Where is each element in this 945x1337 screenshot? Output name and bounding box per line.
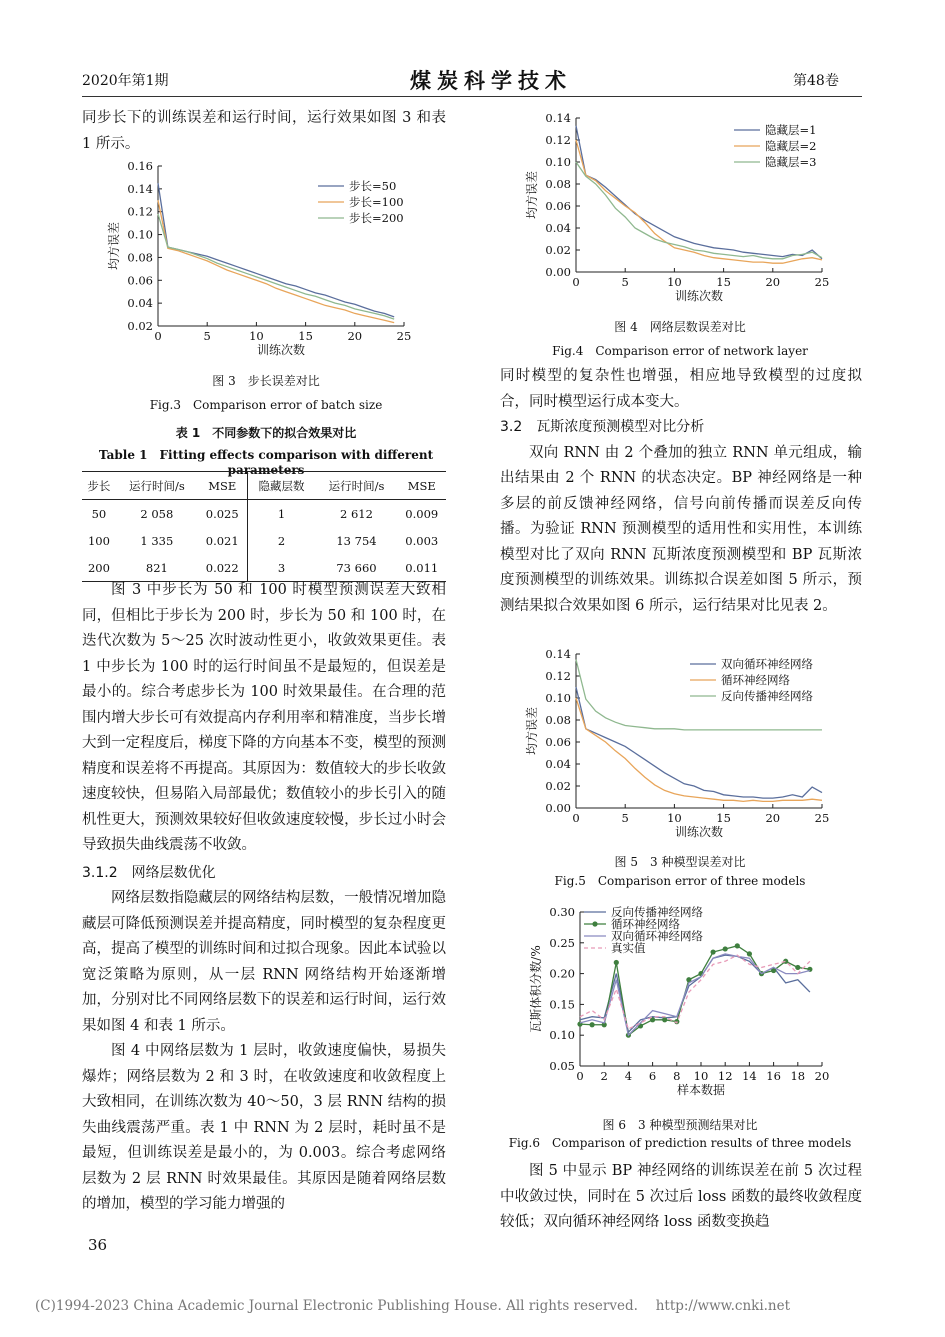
data-point <box>795 965 800 970</box>
table-cell: 0.025 <box>205 506 239 521</box>
y-tick-label: 0.10 <box>127 227 153 242</box>
right-text-1 <box>500 364 862 619</box>
y-tick-label: 0.05 <box>549 1059 575 1073</box>
x-tick-label: 18 <box>790 1069 806 1083</box>
x-tick-label: 16 <box>766 1069 781 1083</box>
x-tick-label: 15 <box>716 275 731 289</box>
legend-label: 步长=100 <box>349 195 404 209</box>
x-tick-label: 0 <box>576 1069 584 1083</box>
volume-label: 第48卷 <box>793 73 839 89</box>
header-cell: MSE <box>208 478 237 493</box>
copyright-footer: (C)1994-2023 China Academic Journal Electronic Publishing House. All rights reserved. http://www.cnki.net <box>35 1298 791 1314</box>
y-tick-label: 0.04 <box>127 296 153 311</box>
fig6-chart <box>500 900 860 1100</box>
table-cell: 2 612 <box>340 506 373 521</box>
y-tick-label: 0.20 <box>549 966 575 981</box>
paragraph: 图 5 中显示 BP 神经网络的训练误差在前 5 次过程中收敛过快，同时在 5 次过后 loss 函数的最终收敛程度较低；双向循环神经网络 loss 函数变换趋 <box>500 1163 862 1230</box>
fig6-caption-cn: 图 6 3 种模型预测结果对比 <box>602 1118 758 1132</box>
y-tick-label: 0.08 <box>545 713 571 727</box>
y-tick-label: 0.10 <box>549 1028 575 1043</box>
table-cell: 0.022 <box>205 560 239 575</box>
y-tick-label: 0.14 <box>545 111 571 125</box>
x-tick-label: 10 <box>249 329 264 343</box>
y-tick-label: 0.12 <box>545 133 571 147</box>
fig4-chart <box>500 108 860 308</box>
legend-marker <box>592 921 597 926</box>
fig5-caption-cn: 图 5 3 种模型误差对比 <box>614 855 746 869</box>
y-tick-label: 0.10 <box>545 155 571 169</box>
y-tick-label: 0.06 <box>127 273 153 288</box>
journal-title: 煤炭科学技术 <box>410 68 572 93</box>
fig4-caption-en: Fig.4 Comparison error of network layer <box>552 344 808 358</box>
y-tick-label: 0.15 <box>549 997 575 1012</box>
table-row <box>82 527 446 554</box>
fig3-caption-cn: 图 3 步长误差对比 <box>212 374 320 388</box>
table-cell: 3 <box>247 554 315 582</box>
header-rule <box>82 96 862 97</box>
fig3-caption-en: Fig.3 Comparison error of batch size <box>149 398 383 412</box>
table-header-row <box>82 472 446 500</box>
table-cell: 2 058 <box>140 506 174 521</box>
header-cell: 运行时间/s <box>328 478 385 493</box>
paragraph: 同步长下的训练误差和运行时间，运行效果如图 3 和表 1 所示。 <box>82 110 446 152</box>
data-point <box>723 946 728 951</box>
left-body <box>82 578 446 1218</box>
series-line <box>580 955 810 1029</box>
y-tick-label: 0.02 <box>545 243 571 257</box>
x-tick-label: 10 <box>693 1069 709 1083</box>
x-tick-label: 2 <box>600 1069 608 1083</box>
table-cell: 200 <box>87 560 110 575</box>
paragraph: 图 4 中网络层数为 1 层时，收敛速度偏快，易损失爆炸；网络层数为 2 和 3 时，在收敛速度和收敛程度上大致相同，在训练次数为 40～50，3 层 RNN 结构的损失曲线震荡严重。表 1 中 RNN 为 2 层时，耗时虽不是最短，但训练误差是最小的，为 0.003。综合考虑网络层数为 2 层 RNN 时效果最佳。其原因是随着网络层数的增加，模型的学习能力增强的 <box>82 1043 446 1212</box>
x-tick-label: 20 <box>765 811 781 825</box>
data-point <box>590 1022 595 1027</box>
x-tick-label: 4 <box>624 1069 633 1083</box>
table-cell: 1 335 <box>140 533 174 548</box>
y-tick-label: 0.10 <box>545 691 571 705</box>
x-tick-label: 20 <box>347 329 363 343</box>
legend-label: 循环神经网络 <box>611 917 680 931</box>
table-cell: 100 <box>87 533 110 548</box>
x-tick-label: 0 <box>572 275 580 289</box>
legend-label: 循环神经网络 <box>721 673 790 687</box>
legend-label: 双向循环神经网络 <box>611 929 703 943</box>
y-tick-label: 0.00 <box>545 801 571 815</box>
paragraph: 图 3 中步长为 50 和 100 时模型预测误差大致相同，但相比于步长为 200 时，步长为 50 和 100 时，在迭代次数为 5～25 次时波动性更小，收敛效果更佳。表 1 中步长为 100 时的运行时间虽不是最短的，但误差是最小的。综合考虑步长为 100 时效果最佳。在合理的范围内增大步长可有效提高内存利用率和精准度，当步长增大到一定程度后，梯度下降的方向基本不变，模型的预测精度和误差将不再提高。其原因为：数值较大的步长收敛速度较快，但易陷入局部最优；数值较小的步长引入的随机性更大，预测效果较好但收敛速度较慢，步长过小时会导致损失曲线震荡不收敛。 <box>82 582 446 853</box>
x-tick-label: 20 <box>765 275 781 289</box>
x-tick-label: 25 <box>396 329 412 343</box>
table-cell: 1 <box>247 500 315 528</box>
y-tick-label: 0.00 <box>545 265 571 279</box>
right-text-2 <box>500 1159 862 1236</box>
legend-label: 隐藏层=1 <box>765 123 817 137</box>
y-tick-label: 0.02 <box>127 319 153 333</box>
table1 <box>82 471 446 582</box>
table-cell: 50 <box>91 506 107 521</box>
x-tick-label: 6 <box>648 1069 657 1083</box>
x-tick-label: 25 <box>814 811 830 825</box>
header-cell: 隐藏层数 <box>247 472 315 500</box>
series-line <box>158 214 394 319</box>
table-row <box>82 500 446 528</box>
legend-label: 步长=200 <box>349 211 404 225</box>
y-tick-label: 0.04 <box>545 757 571 771</box>
x-tick-label: 10 <box>667 275 682 289</box>
legend-label: 真实值 <box>611 941 646 955</box>
y-tick-label: 0.12 <box>127 204 153 219</box>
legend-label: 双向循环神经网络 <box>721 657 813 671</box>
legend-label: 隐藏层=3 <box>765 155 817 169</box>
y-tick-label: 0.02 <box>545 779 571 793</box>
y-axis-label: 均方误差 <box>107 221 121 271</box>
fig6-caption-en: Fig.6 Comparison of prediction results of three models <box>508 1136 852 1150</box>
x-tick-label: 14 <box>742 1069 757 1083</box>
legend-label: 隐藏层=2 <box>765 139 817 153</box>
x-tick-label: 5 <box>621 811 629 825</box>
series-line <box>576 687 822 798</box>
x-axis-label: 训练次数 <box>674 289 724 303</box>
y-tick-label: 0.25 <box>549 935 575 950</box>
table-cell: 821 <box>145 560 168 575</box>
page-number: 36 <box>88 1236 108 1254</box>
x-tick-label: 5 <box>621 275 629 289</box>
x-tick-label: 8 <box>673 1069 681 1083</box>
issue-label: 2020年第1期 <box>82 73 169 89</box>
table1-title-en: Table 1 Fitting effects comparison with different parameters <box>98 448 434 477</box>
y-tick-label: 0.06 <box>545 735 571 749</box>
section-heading-3-1-2: 3.1.2 网络层数优化 <box>82 864 216 881</box>
legend-label: 步长=50 <box>349 179 397 193</box>
x-axis-label: 训练次数 <box>256 343 306 357</box>
y-tick-label: 0.08 <box>127 250 153 265</box>
y-tick-label: 0.30 <box>549 905 575 919</box>
legend-label: 反向传播神经网络 <box>721 689 813 703</box>
y-axis-label: 均方误差 <box>525 706 539 756</box>
fig5-chart <box>500 642 860 842</box>
y-tick-label: 0.06 <box>545 199 571 213</box>
y-tick-label: 0.14 <box>127 181 153 196</box>
paragraph: 网络层数指隐藏层的网络结构层数，一般情况增加隐藏层可降低预测误差并提高精度，同时模型的复杂程度更高，提高了模型的训练时间和过拟合现象。因此本试验以宽泛策略为原则，从一层 RNN 网络结构开始逐渐增加，分别对比不同网络层数下的误差和运行时间，运行效果如图 4 和表 1 所示。 <box>82 890 446 1034</box>
y-tick-label: 0.04 <box>545 221 571 235</box>
x-tick-label: 20 <box>814 1069 830 1083</box>
legend-label: 反向传播神经网络 <box>611 905 703 919</box>
fig5-caption-en: Fig.5 Comparison error of three models <box>554 874 806 888</box>
x-tick-label: 15 <box>298 329 313 343</box>
data-point <box>747 951 752 956</box>
series-line <box>580 946 810 1035</box>
header-cell: 运行时间/s <box>128 478 185 493</box>
y-axis-label: 均方误差 <box>525 170 539 220</box>
table-cell: 0.009 <box>405 506 439 521</box>
data-point <box>735 943 740 948</box>
x-tick-label: 5 <box>203 329 211 343</box>
paragraph: 双向 RNN 由 2 个叠加的独立 RNN 单元组成，输出结果由 2 个 RNN 的状态决定。BP 神经网络是一种多层的前反馈神经网络，信号向前传播而误差反向传播。为验证 RNN 预测模型的适用性和实用性，本训练模型对比了双向 RNN 瓦斯浓度预测模型和 BP 瓦斯浓度预测模型的训练效果。训练拟合误差如图 5 所示，预测结果拟合效果如图 6 所示，运行结果对比见表 2。 <box>500 444 862 614</box>
x-tick-label: 15 <box>716 811 731 825</box>
x-tick-label: 0 <box>572 811 580 825</box>
table1-title-cn: 表 1 不同参数下的拟合效果对比 <box>175 426 357 440</box>
table-cell: 0.021 <box>205 533 239 548</box>
series-line <box>576 698 822 801</box>
data-point <box>662 1017 667 1022</box>
table-cell: 2 <box>247 527 315 554</box>
x-axis-label: 样本数据 <box>676 1083 726 1097</box>
table-cell: 73 660 <box>336 560 377 575</box>
table-cell: 13 754 <box>336 533 377 548</box>
y-tick-label: 0.16 <box>127 159 153 173</box>
section-heading-3-2: 3.2 瓦斯浓度预测模型对比分析 <box>500 419 705 435</box>
y-axis-label: 瓦斯体积分数/% <box>529 945 543 1033</box>
fig3-chart <box>82 152 450 367</box>
data-point <box>711 949 716 954</box>
table-cell: 0.011 <box>405 560 439 575</box>
paragraph: 同时模型的复杂性也增强，相应地导致模型的过度拟合，同时模型运行成本变大。 <box>500 368 862 410</box>
x-tick-label: 12 <box>717 1069 733 1083</box>
header-cell: MSE <box>407 478 436 493</box>
y-tick-label: 0.12 <box>545 669 571 683</box>
x-tick-label: 25 <box>814 275 830 289</box>
data-point <box>614 960 619 965</box>
y-tick-label: 0.08 <box>545 177 571 191</box>
x-tick-label: 10 <box>667 811 682 825</box>
left-intro <box>82 106 446 157</box>
fig4-caption-cn: 图 4 网络层数误差对比 <box>614 320 746 334</box>
header-cell: 步长 <box>87 478 111 493</box>
x-tick-label: 0 <box>154 329 162 343</box>
table-cell: 0.003 <box>405 533 439 548</box>
x-axis-label: 训练次数 <box>674 825 724 839</box>
y-tick-label: 0.14 <box>545 647 571 661</box>
